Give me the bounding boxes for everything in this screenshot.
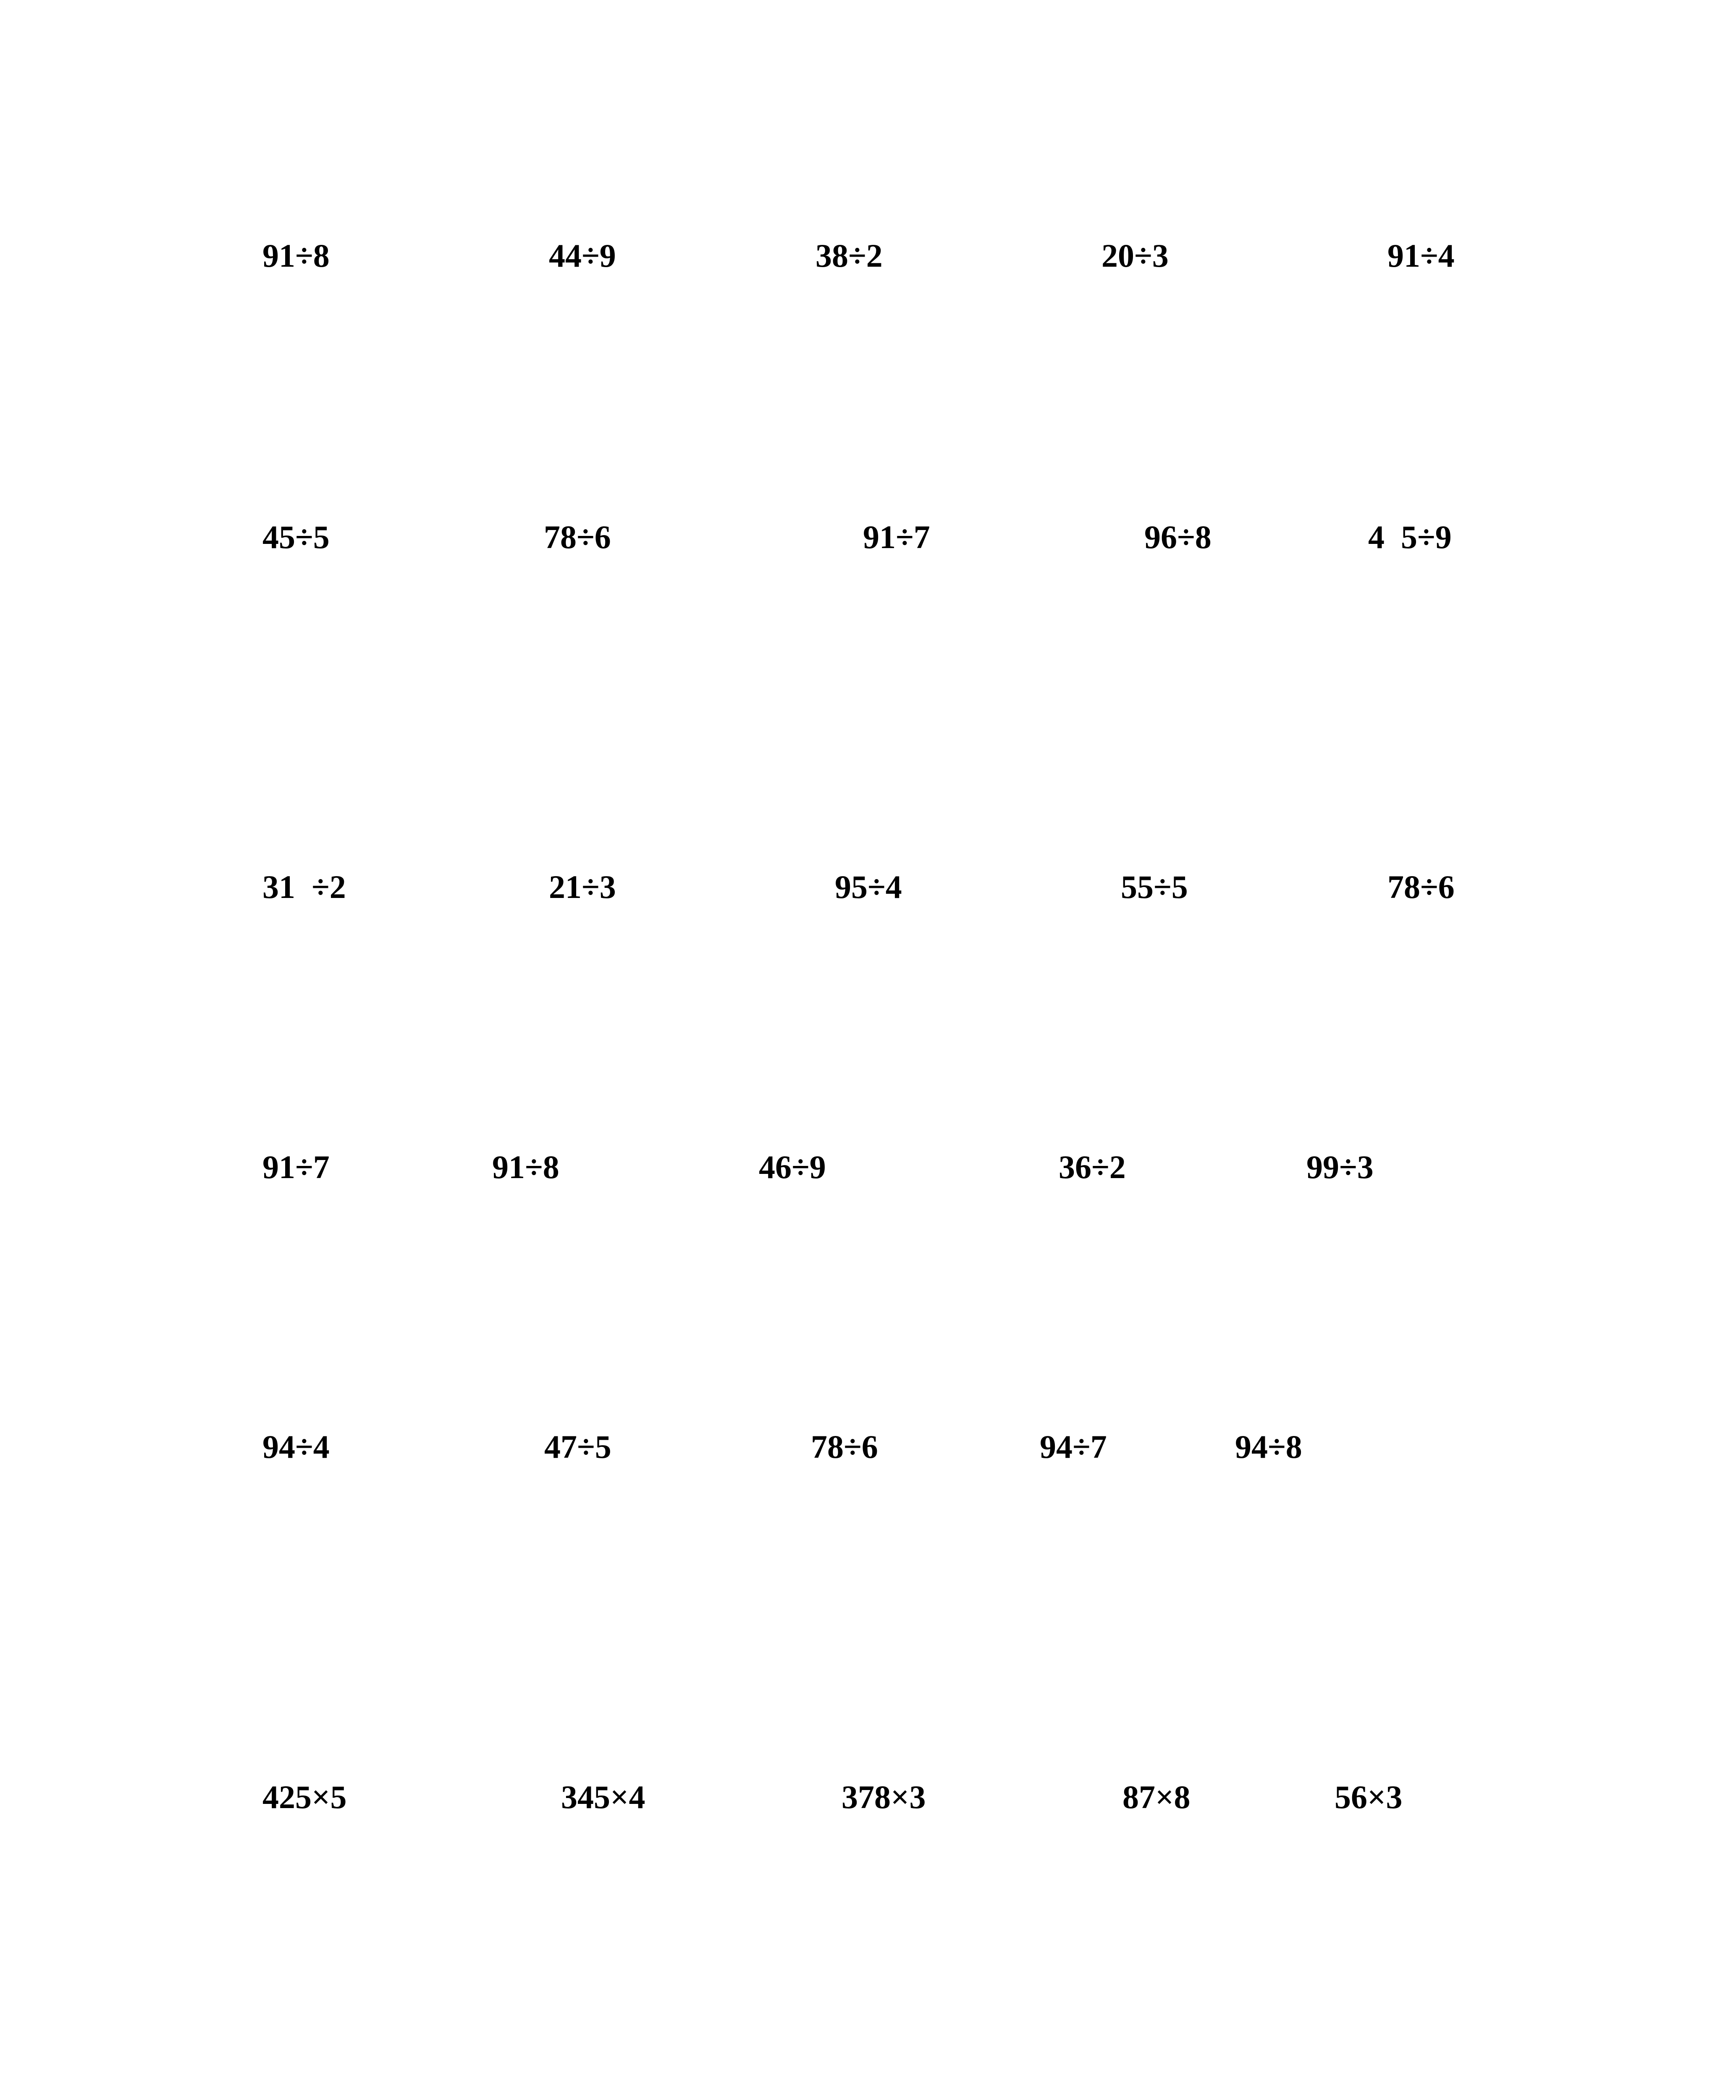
problem-r1-c5: 91÷4 (1387, 237, 1455, 274)
problem-r1-c3: 38÷2 (816, 237, 883, 274)
problem-r4-c2: 91÷8 (492, 1149, 559, 1185)
problem-r4-c1: 91÷7 (262, 1149, 330, 1185)
problem-r4-c3: 46÷9 (759, 1149, 826, 1185)
problem-r3-c4: 55÷5 (1121, 869, 1188, 905)
problem-r5-c1: 94÷4 (262, 1428, 330, 1465)
problem-r2-c5: 4 5÷9 (1368, 519, 1452, 555)
problem-r5-c2: 47÷5 (544, 1428, 611, 1465)
problem-r5-c3: 78÷6 (811, 1428, 878, 1465)
problem-r3-c3: 95÷4 (835, 869, 902, 905)
problem-r2-c2: 78÷6 (544, 519, 611, 555)
problem-r6-c2: 345×4 (561, 1779, 645, 1815)
problem-r3-c5: 78÷6 (1387, 869, 1455, 905)
problem-r4-c5: 99÷3 (1306, 1149, 1374, 1185)
problem-r1-c1: 91÷8 (262, 237, 330, 274)
problem-r6-c5: 56×3 (1335, 1779, 1403, 1815)
problem-r2-c4: 96÷8 (1144, 519, 1212, 555)
problem-r6-c4: 87×8 (1122, 1779, 1191, 1815)
problem-r3-c1: 31 ÷2 (262, 869, 346, 905)
problem-r3-c2: 21÷3 (549, 869, 616, 905)
problem-r5-c5: 94÷8 (1235, 1428, 1302, 1465)
problem-r2-c1: 45÷5 (262, 519, 330, 555)
problem-r1-c4: 20÷3 (1101, 237, 1169, 274)
problem-r2-c3: 91÷7 (863, 519, 930, 555)
problem-r4-c4: 36÷2 (1059, 1149, 1126, 1185)
problem-r5-c4: 94÷7 (1040, 1428, 1107, 1465)
problem-r1-c2: 44÷9 (549, 237, 616, 274)
problem-r6-c1: 425×5 (262, 1779, 347, 1815)
problem-r6-c3: 378×3 (842, 1779, 926, 1815)
